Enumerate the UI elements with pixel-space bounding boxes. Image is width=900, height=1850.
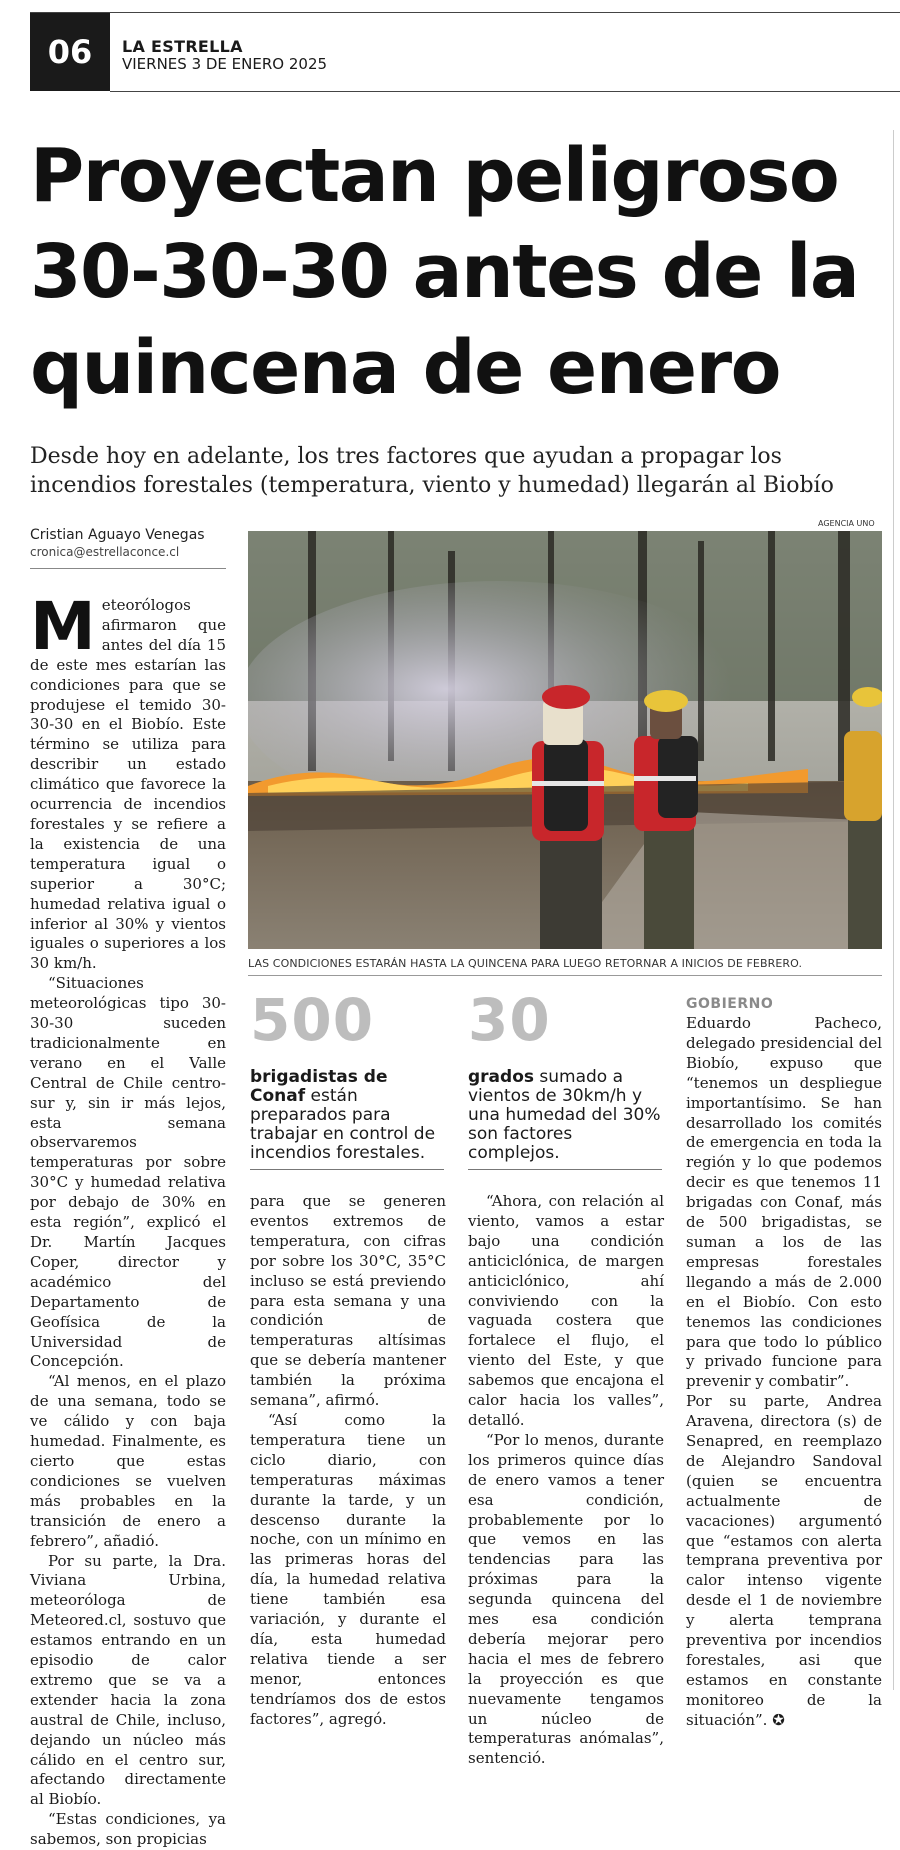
body-paragraph-text: eteorólogos afirmaron que antes del día 15 de este mes estarían las condiciones para que se produjese el temido 30-30-30 en el Biobío. Este término se utiliza para describir un estado climático que favorece la ocurrencia de incendios forestales y se refiere a la existencia de una temperatura igual o superior a 30°C; humedad relativa igual o inferior al 30% y vientos iguales o superiores a los 30 km/h. xyxy=(30,596,226,973)
newspaper-name: LA ESTRELLA xyxy=(122,37,243,56)
stat-rule-2 xyxy=(468,1169,662,1170)
body-column-4 xyxy=(686,1014,882,1731)
issue-date: VIERNES 3 DE ENERO 2025 xyxy=(122,55,328,73)
byline-rule xyxy=(30,568,226,569)
stat-description xyxy=(468,1068,664,1163)
headline-line-1: Proyectan peligroso xyxy=(30,133,839,219)
subheadline-line-2: incendios forestales (temperatura, viento y humedad) llegarán al Biobío xyxy=(30,473,834,498)
body-paragraph xyxy=(30,588,226,974)
subheadline-line-1: Desde hoy en adelante, los tres factores que ayudan a propagar los xyxy=(30,444,782,469)
body-paragraph: “Ahora, con relación al viento, vamos a estar bajo una condición anticiclónica, de margen anticiclónico, ahí conviviendo con la vaguada costera que fortalece el flujo, el viento del Este, y que sabemos que encajona el calor hacia los valles”, detalló. xyxy=(468,1192,664,1429)
subheadline xyxy=(30,442,890,500)
byline-email: cronica@estrellaconce.cl xyxy=(30,545,180,559)
header-top-rule xyxy=(30,12,900,13)
stat-box-1 xyxy=(250,986,446,1163)
body-paragraph: “Por lo menos, durante los primeros quince días de enero vamos a tener esa condición, probablemente por lo que vemos en las tendencias para las próximas para la segunda quincena del mes esa condición debería mejorar pero hacia el mes de febrero la proyección es que nuevamente tengamos un núcleo de temperaturas anómalas”, sentenció. xyxy=(468,1430,664,1768)
body-paragraph: Por su parte, Andrea Aravena, directora (s) de Senapred, en reemplazo de Alejandro Sandoval (quien se encuentra actualmente de vacaciones) argumentó que “estamos con alerta temprana preventiva por calor intenso vigente desde el 1 de noviembre y alerta temprana preventiva por incendios forestales, asi que estamos en constante monitoreo de la situación”. ✪ xyxy=(686,1392,882,1729)
body-paragraph: Por su parte, la Dra. Viviana Urbina, meteoróloga de Meteored.cl, sostuvo que estamos entrando en un episodio de calor extremo que se va a extender hacia la zona austral de Chile, incluso, dejando un núcleo más cálido en el centro sur, afectando directamente al Biobío. xyxy=(30,1551,226,1809)
body-column-3 xyxy=(468,1192,664,1769)
stat-rule-1 xyxy=(250,1169,444,1170)
stat-box-2 xyxy=(468,986,664,1163)
stat-rest: sumado a vientos de 30km/h y una humedad del 30% son factores complejos. xyxy=(468,1067,661,1163)
stat-number: 30 xyxy=(468,986,551,1054)
headline-line-2: 30-30-30 antes de la xyxy=(30,229,859,315)
stat-number: 500 xyxy=(250,986,375,1054)
body-paragraph: “Así como la temperatura tiene un ciclo diario, con temperaturas máximas durante la tarde, y un descenso durante la noche, con un mínimo en las primeras horas del día, la humedad relativa tiene también esa variación, y durante el día, esta humedad relativa tiende a ser menor, entonces tendríamos dos de estos factores”, agregó. xyxy=(250,1410,446,1728)
page-right-rule xyxy=(893,130,894,1690)
body-paragraph: para que se generen eventos extremos de temperatura, con cifras por sobre los 30°C, 35°C incluso se está previendo para esta semana y una condición de temperaturas altísimas que se debería mantener también la próxima semana”, afirmó. xyxy=(250,1192,446,1410)
caption-rule xyxy=(248,975,882,976)
body-column-2 xyxy=(250,1192,446,1729)
drop-cap: M xyxy=(30,588,96,665)
body-paragraph: “Al menos, en el plazo de una semana, todo se ve cálido y con baja humedad. Finalmente, es cierto que estas condiciones se vuelven más probables en la transición de enero a febrero”, añadió. xyxy=(30,1372,226,1550)
section-kicker: GOBIERNO xyxy=(686,996,774,1012)
wildfire-photo xyxy=(248,531,882,949)
stat-rest: están preparados para trabajar en control de incendios forestales. xyxy=(250,1086,436,1163)
byline-author: Cristian Aguayo Venegas xyxy=(30,527,205,543)
page-number: 06 xyxy=(30,13,110,91)
wildfire-photo-illustration xyxy=(248,531,882,949)
stat-description xyxy=(250,1068,446,1163)
body-paragraph: “Situaciones meteorológicas tipo 30-30-30 suceden tradicionalmente en verano en el Valle Central de Chile centro-sur y, sin ir más lejos, esta semana observaremos temperaturas por sobre 30°C y humedad relativa por debajo de 30% en esta región”, explicó el Dr. Martín Jacques Coper, director y académico del Departamento de Geofísica de la Universidad de Concepción. xyxy=(30,974,226,1371)
body-paragraph: Eduardo Pacheco, delegado presidencial del Biobío, expuso que “tenemos un despliegue importantísimo. Se han desarrollado los comités de emergencia en toda la región y lo que podemos decir es que tenemos 11 brigadas con Conaf, más de 500 brigadistas, se suman a los de las empresas forestales llegando a más de 2.000 en el Biobío. Con esto tenemos las condiciones para que todo lo público y privado funcione para prevenir y combatir”. xyxy=(686,1014,882,1391)
stat-highlight: grados xyxy=(468,1067,534,1087)
header-bottom-rule xyxy=(110,91,900,92)
body-column-1 xyxy=(30,588,226,1850)
body-paragraph: “Estas condiciones, ya sabemos, son propicias xyxy=(30,1810,226,1849)
photo-credit: AGENCIA UNO xyxy=(818,519,875,528)
photo-caption: LAS CONDICIONES ESTARÁN HASTA LA QUINCENA PARA LUEGO RETORNAR A INICIOS DE FEBRERO. xyxy=(248,957,803,970)
headline-line-3: quincena de enero xyxy=(30,325,780,411)
stat-highlight: brigadistas de Conaf xyxy=(250,1067,388,1106)
headline xyxy=(30,128,890,416)
